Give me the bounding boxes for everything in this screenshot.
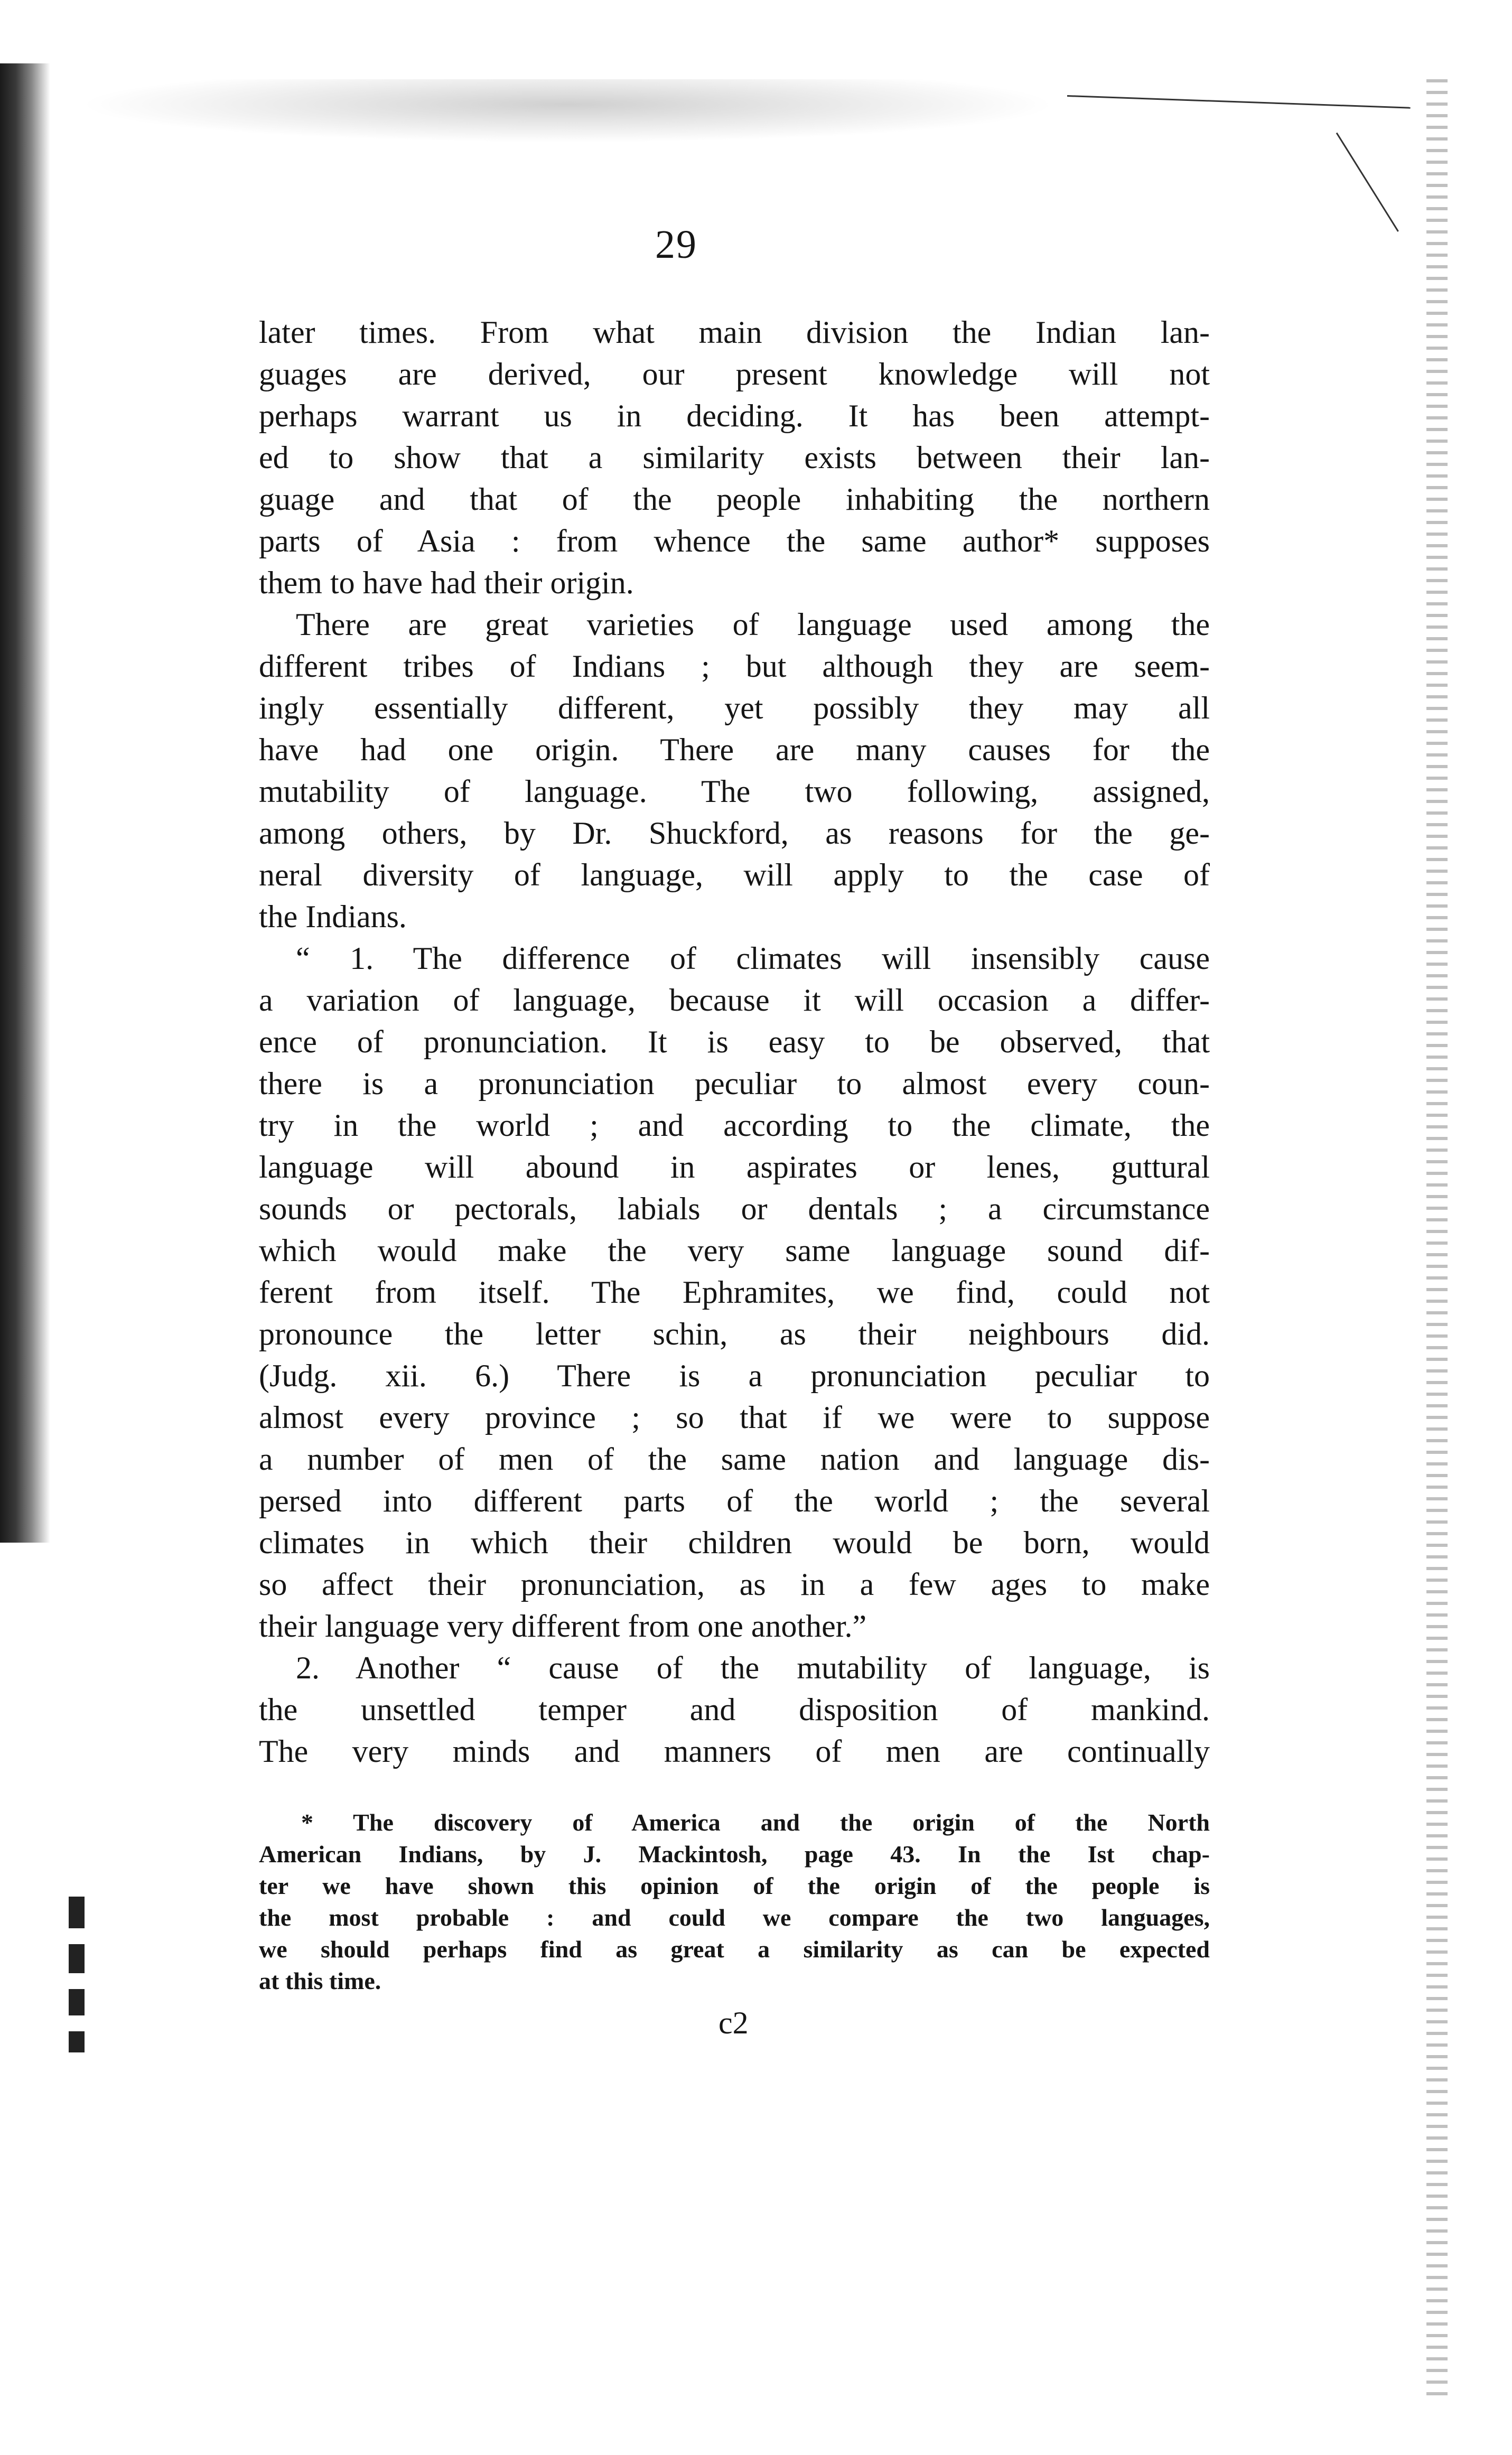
text-line: (Judg. xii. 6.) There is a pronunciation peculiar to <box>259 1358 1210 1393</box>
binding-marks <box>69 1897 85 2055</box>
text-line: 2. Another “ cause of the mutability of language, is <box>296 1650 1210 1685</box>
text-line: have had one origin. There are many causes for the <box>259 732 1210 767</box>
text-line: perhaps warrant us in deciding. It has been attempt- <box>259 398 1210 433</box>
text-line: mutability of language. The two following, assigned, <box>259 774 1210 809</box>
fold-line <box>1336 133 1399 232</box>
footnote-line: ter we have shown this opinion of the origin of the people is <box>259 1872 1210 1899</box>
text-line: parts of Asia : from whence the same author* supposes <box>259 524 1210 558</box>
text-line: different tribes of Indians ; but although they are seem- <box>259 649 1210 684</box>
text-line: the unsettled temper and disposition of mankind. <box>259 1692 1210 1727</box>
text-line: later times. From what main division the Indian lan- <box>259 315 1210 350</box>
text-line: which would make the very same language sound dif- <box>259 1233 1210 1268</box>
text-line: a number of men of the same nation and language dis- <box>259 1442 1210 1477</box>
footnote-line: American Indians, by J. Mackintosh, page 43. In the Ist chap- <box>259 1841 1210 1868</box>
text-line: sounds or pectorals, labials or dentals ; a circumstance <box>259 1191 1210 1226</box>
text-line: ferent from itself. The Ephramites, we find, could not <box>259 1275 1210 1310</box>
page-edge-texture <box>1426 79 1448 2404</box>
text-line: climates in which their children would be born, would <box>259 1525 1210 1560</box>
footnote-line: we should perhaps find as great a similarity as can be expected <box>259 1936 1210 1963</box>
signature-mark: c2 <box>718 2005 749 2040</box>
text-line: pronounce the letter schin, as their neighbours did. <box>259 1317 1210 1351</box>
page-number: 29 <box>655 222 697 267</box>
text-line: their language very different from one another.” <box>259 1609 867 1644</box>
text-line: language will abound in aspirates or lenes, guttural <box>259 1150 1210 1184</box>
text-line: There are great varieties of language used among the <box>296 607 1210 642</box>
text-line: neral diversity of language, will apply to the case of <box>259 857 1210 892</box>
text-line: “ 1. The difference of climates will insensibly cause <box>296 941 1210 976</box>
text-line: ingly essentially different, yet possibly they may all <box>259 690 1210 725</box>
text-line: try in the world ; and according to the climate, the <box>259 1108 1210 1143</box>
text-line: ed to show that a similarity exists between their lan- <box>259 440 1210 475</box>
text-line: the Indians. <box>259 899 407 934</box>
text-line: them to have had their origin. <box>259 565 634 600</box>
text-line: ence of pronunciation. It is easy to be observed, that <box>259 1024 1210 1059</box>
text-line: The very minds and manners of men are continually <box>259 1734 1210 1769</box>
footnote-line: at this time. <box>259 1967 381 1994</box>
text-line: among others, by Dr. Shuckford, as reasons for the ge- <box>259 816 1210 851</box>
footnote-line: * The discovery of America and the origin of the North <box>301 1809 1210 1836</box>
text-line: guages are derived, our present knowledge will not <box>259 357 1210 391</box>
footnote-line: the most probable : and could we compare the two languages, <box>259 1904 1210 1931</box>
body-text <box>259 312 1210 1772</box>
text-line: guage and that of the people inhabiting the northern <box>259 482 1210 517</box>
text-line: there is a pronunciation peculiar to almost every coun- <box>259 1066 1210 1101</box>
binding-shadow <box>0 63 50 1543</box>
footnote <box>259 1807 1210 1997</box>
text-line: persed into different parts of the world ; the several <box>259 1483 1210 1518</box>
text-line: almost every province ; so that if we were to suppose <box>259 1400 1210 1435</box>
fold-line <box>1067 95 1411 109</box>
scan-smudge <box>79 79 1057 143</box>
text-line: a variation of language, because it will occasion a differ- <box>259 983 1210 1018</box>
text-line: so affect their pronunciation, as in a few ages to make <box>259 1567 1210 1602</box>
